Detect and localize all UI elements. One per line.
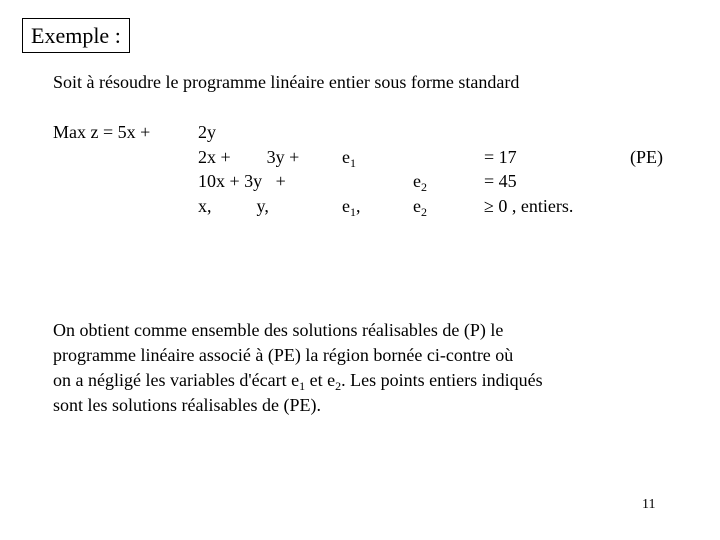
constraint-1-rhs: = 17 [484,147,517,167]
paragraph-line-3: on a négligé les variables d'écart $e_1$ et $e_2$. Les points entiers indiqués [53,370,543,393]
constraint-3-e2: $e_2$ [413,196,427,219]
explanation-paragraph [53,318,613,418]
paragraph-line-2: programme linéaire associé à (PE) la région bornée ci-contre où [53,345,514,365]
constraint-2-slack: $e_2$ [413,171,427,194]
constraint-3-rhs: ≥ 0 , entiers. [484,196,574,216]
constraint-3-e1: $e_1$, [342,196,361,219]
constraint-2-xy: 10x + 3y + [198,171,286,191]
program-label: (PE) [630,147,663,167]
objective-function: Max z = 5x + [53,122,151,142]
slide-title: Exemple : [22,18,130,53]
paragraph-line-1: On obtient comme ensemble des solutions réalisables de (P) le [53,320,504,340]
constraint-3-xy: x, y, [198,196,269,216]
constraint-1-slack: $e_1$ [342,147,356,170]
intro-text: Soit à résoudre le programme linéaire entier sous forme standard [53,72,520,92]
page-number: 11 [642,497,656,512]
constraint-2-rhs: = 45 [484,171,517,191]
objective-continuation: 2y [198,122,216,142]
constraint-1-xy: 2x + 3y + [198,147,300,167]
paragraph-line-4: sont les solutions réalisables de (PE). [53,395,321,415]
